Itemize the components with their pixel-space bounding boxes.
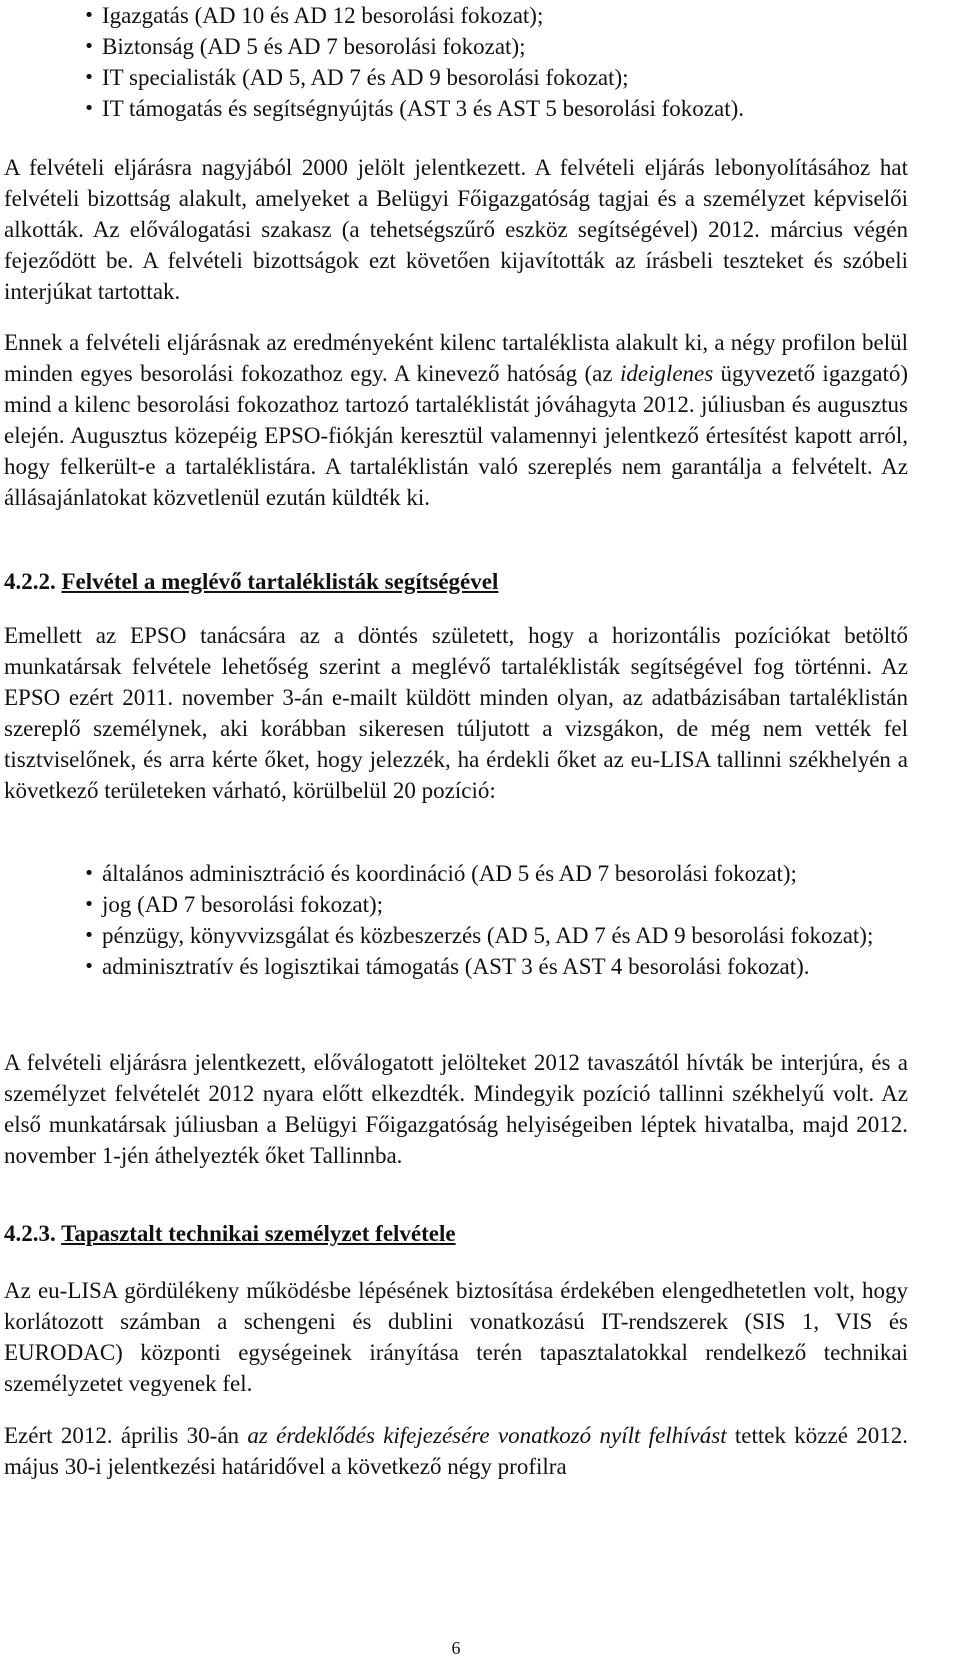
list-item: • Biztonság (AD 5 és AD 7 besorolási fokozat); bbox=[52, 31, 932, 62]
section-number: 4.2.2. bbox=[4, 569, 56, 594]
bullet-icon: • bbox=[83, 98, 95, 119]
list-item: • IT támogatás és segítségnyújtás (AST 3 és AST 5 besorolási fokozat). bbox=[52, 93, 932, 124]
list-item: • pénzügy, könyvvizsgálat és közbeszerzés (AD 5, AD 7 és AD 9 besorolási fokozat); bbox=[52, 920, 932, 951]
paragraph-selection-procedure: A felvételi eljárásra nagyjából 2000 jelölt jelentkezett. A felvételi eljárás lebonyolításához hat felvételi bizottság alakult, amelyeket a Belügyi Főigazgatóság tagjai és a személyzet képviselői alkották. Az előválogatási szakasz (a tehetségszűrő eszköz segítségével) 2012. március végén fejeződött be. A felvételi bizottságok ezt követően kijavították az írásbeli teszteket és szóbeli interjúkat tartottak. bbox=[4, 155, 908, 304]
bullet-icon: • bbox=[83, 67, 95, 88]
section-title: Felvétel a meglévő tartaléklisták segítségével bbox=[61, 569, 499, 594]
bullet-icon: • bbox=[83, 863, 95, 884]
paragraph-reserve-lists: Ennek a felvételi eljárásnak az eredményeként kilenc tartaléklista alakult ki, a négy profilon belül minden egyes besorolási fokozathoz egy. A kinevező hatóság (az ideiglenes ügyvezető igazgató) mind a kilenc besorolási fokozathoz tartozó tartaléklistát jóváhagyta 2012. júliusban és augusztus elején. Augusztus közepéig EPSO-fiókján keresztül valamennyi jelentkező értesítést kapott arról, hogy felkerült-e a tartaléklistára. A tartaléklistán való szereplés nem garantálja a felvételt. Az állásajánlatokat közvetlenül ezután küldték ki. bbox=[4, 330, 908, 510]
position-list bbox=[52, 858, 932, 982]
paragraph-call-for-interest: Ezért 2012. április 30-án az érdeklődés kifejezésére vonatkozó nyílt felhívást tettek közzé 2012. május 30-i jelentkezési határidővel a következő négy profilra bbox=[4, 1423, 908, 1479]
paragraph-epso: Emellett az EPSO tanácsára az a döntés született, hogy a horizontális pozíciókat betöltő munkatársak felvétele lehetőség szerint a meglévő tartaléklisták segítségével fog történni. Az EPSO ezért 2011. november 3-án e-mailt küldött minden olyan, az adatbázisában tartaléklistán szereplő személynek, aki korábban sikeresen túljutott a vizsgákon, de még nem vették fel tisztviselőnek, és arra kérte őket, hogy jelezzék, ha érdekli őket az eu-LISA tallinni székhelyén a következő területeken várható, körülbelül 20 pozíció: bbox=[4, 623, 908, 803]
page-number: 6 bbox=[451, 1638, 461, 1658]
paragraph-interviews: A felvételi eljárásra jelentkezett, előválogatott jelölteket 2012 tavaszától hívták be interjúra, és a személyzet felvételét 2012 nyara előtt elkezdték. Mindegyik pozíció tallinni székhelyű volt. Az első munkatársak júliusban a Belügyi Főigazgatóság helyiségeiben léptek hivatalba, majd 2012. november 1-jén áthelyezték őket Tallinnba. bbox=[4, 1050, 908, 1168]
bullet-icon: • bbox=[83, 894, 95, 915]
bullet-icon: • bbox=[83, 956, 95, 977]
paragraph-technical-staff: Az eu-LISA gördülékeny működésbe lépésének biztosítása érdekében elengedhetetlen volt, hogy korlátozott számban a schengeni és dublini vonatkozású IT-rendszerek (SIS 1, VIS és EURODAC) központi egységeinek irányítása terén tapasztalatokkal rendelkező technikai személyzetet vegyenek fel. bbox=[4, 1278, 908, 1396]
bullet-icon: • bbox=[83, 925, 95, 946]
grade-list-top bbox=[52, 0, 932, 124]
bullet-icon: • bbox=[83, 5, 95, 26]
list-item: • adminisztratív és logisztikai támogatás (AST 3 és AST 4 besorolási fokozat). bbox=[52, 951, 932, 982]
section-title: Tapasztalt technikai személyzet felvétele bbox=[61, 1221, 456, 1246]
bullet-icon: • bbox=[83, 36, 95, 57]
list-item: • általános adminisztráció és koordináció (AD 5 és AD 7 besorolási fokozat); bbox=[52, 858, 932, 889]
section-heading-4-2-3 bbox=[4, 1218, 456, 1249]
list-item: • Igazgatás (AD 10 és AD 12 besorolási fokozat); bbox=[52, 0, 932, 31]
list-item: • IT specialisták (AD 5, AD 7 és AD 9 besorolási fokozat); bbox=[52, 62, 932, 93]
section-heading-4-2-2 bbox=[4, 566, 498, 597]
list-item: • jog (AD 7 besorolási fokozat); bbox=[52, 889, 932, 920]
section-number: 4.2.3. bbox=[4, 1221, 56, 1246]
